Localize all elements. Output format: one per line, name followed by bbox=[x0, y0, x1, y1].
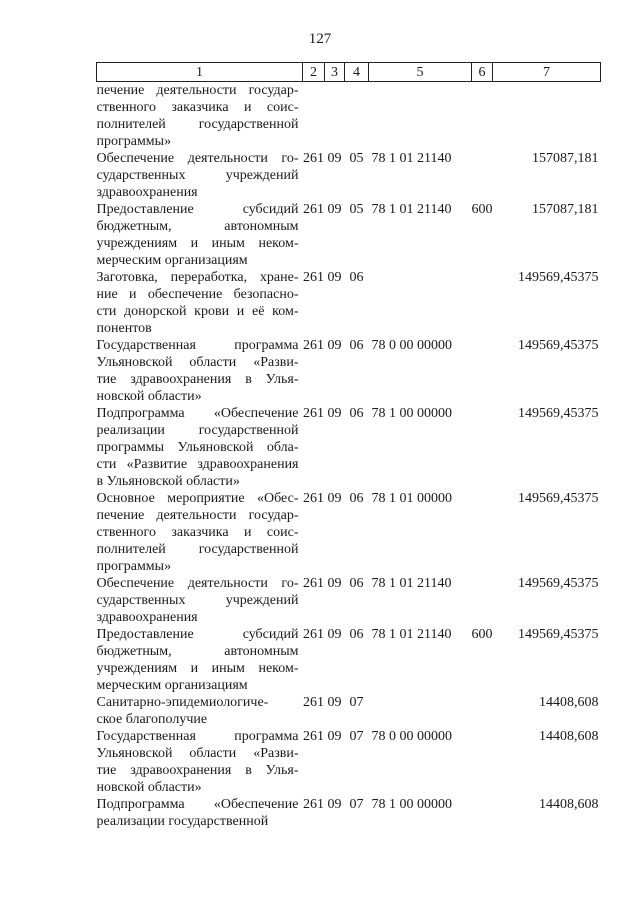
table-header bbox=[97, 63, 601, 82]
row-target-article bbox=[369, 694, 472, 728]
row-target-article: 78 1 01 21140 bbox=[371, 576, 452, 591]
column-header-name: 1 bbox=[97, 63, 303, 82]
row-name-line: понентов bbox=[96, 321, 152, 336]
row-section: 09 bbox=[327, 627, 342, 642]
table-row bbox=[97, 490, 601, 575]
row-subsection: 06 bbox=[349, 338, 364, 353]
row-subsection: 06 bbox=[349, 270, 364, 285]
row-section: 09 bbox=[327, 406, 342, 421]
row-name-line: Государственная программа bbox=[96, 729, 299, 744]
row-name-line: печение деятельности государ- bbox=[96, 508, 299, 523]
row-amount: 157087,181 bbox=[532, 202, 599, 217]
row-name-line: Предоставление субсидий bbox=[96, 627, 299, 642]
table-row bbox=[97, 337, 601, 405]
row-subsection: 06 bbox=[349, 627, 364, 642]
row-section: 09 bbox=[327, 797, 342, 812]
row-name bbox=[97, 728, 303, 796]
row-target-article: 78 1 01 00000 bbox=[371, 491, 452, 506]
row-name-line: ственного заказчика и соис- bbox=[96, 525, 299, 540]
row-name bbox=[97, 337, 303, 405]
header-row bbox=[97, 63, 601, 82]
row-name-line: здравоохранения bbox=[96, 610, 198, 625]
column-header-expense-type: 6 bbox=[472, 63, 493, 82]
row-name bbox=[97, 269, 303, 337]
row-subsection: 05 bbox=[349, 151, 364, 166]
row-subsection bbox=[345, 82, 369, 151]
column-header-section: 3 bbox=[325, 63, 345, 82]
row-name-line: Обеспечение деятельности го- bbox=[96, 576, 299, 591]
row-name-line: бюджетным, автономным bbox=[96, 219, 299, 234]
row-name-line: реализации государственной bbox=[96, 814, 269, 829]
row-target-article: 78 0 00 00000 bbox=[371, 338, 452, 353]
row-amount: 149569,45375 bbox=[518, 338, 599, 353]
row-name-line: в Ульяновской области» bbox=[96, 474, 240, 489]
row-section: 09 bbox=[327, 270, 342, 285]
row-admin-code: 261 bbox=[303, 338, 324, 353]
row-admin-code: 261 bbox=[303, 491, 324, 506]
table-row bbox=[97, 82, 601, 151]
row-section: 09 bbox=[327, 338, 342, 353]
row-name bbox=[97, 150, 303, 201]
table-row bbox=[97, 150, 601, 201]
row-section: 09 bbox=[327, 695, 342, 710]
row-name-line: учреждениям и иным неком- bbox=[96, 661, 299, 676]
row-amount: 149569,45375 bbox=[518, 576, 599, 591]
row-name-line: Ульяновской области «Разви- bbox=[96, 355, 299, 370]
column-header-admin: 2 bbox=[303, 63, 325, 82]
row-name-line: мерческим организациям bbox=[96, 678, 248, 693]
row-name bbox=[97, 490, 303, 575]
row-name-line: сти донорской крови и её ком- bbox=[96, 304, 299, 319]
row-expense-type: 600 bbox=[471, 627, 493, 642]
table-row bbox=[97, 575, 601, 626]
page-number: 127 bbox=[308, 31, 332, 47]
table-row bbox=[97, 405, 601, 490]
column-header-amount: 7 bbox=[493, 63, 601, 82]
row-name-line: Подпрограмма «Обеспечение bbox=[96, 406, 299, 421]
row-amount: 149569,45375 bbox=[518, 270, 599, 285]
row-admin-code: 261 bbox=[303, 576, 324, 591]
column-header-subsection: 4 bbox=[345, 63, 369, 82]
row-name bbox=[97, 796, 303, 830]
row-expense-type bbox=[472, 575, 493, 626]
row-expense-type bbox=[472, 728, 493, 796]
row-admin-code: 261 bbox=[303, 695, 324, 710]
row-expense-type bbox=[472, 694, 493, 728]
row-name-line: реализации государственной bbox=[96, 423, 299, 438]
row-expense-type bbox=[472, 269, 493, 337]
row-subsection: 06 bbox=[349, 406, 364, 421]
row-name-line: ственного заказчика и соис- bbox=[96, 100, 299, 115]
row-target-article: 78 0 00 00000 bbox=[371, 729, 452, 744]
budget-table bbox=[96, 62, 601, 830]
row-expense-type bbox=[472, 796, 493, 830]
row-amount bbox=[493, 82, 601, 151]
row-name bbox=[97, 405, 303, 490]
table-row bbox=[97, 728, 601, 796]
row-name-line: сударственных учреждений bbox=[96, 593, 299, 608]
row-name-line: Ульяновской области «Разви- bbox=[96, 746, 299, 761]
row-amount: 14408,608 bbox=[539, 797, 599, 812]
row-name bbox=[97, 201, 303, 269]
row-subsection: 06 bbox=[349, 576, 364, 591]
row-name-line: Санитарно-эпидемиологиче- bbox=[96, 695, 269, 710]
column-header-target: 5 bbox=[369, 63, 472, 82]
row-subsection: 07 bbox=[349, 797, 364, 812]
row-name-line: здравоохранения bbox=[96, 185, 198, 200]
row-admin-code: 261 bbox=[303, 729, 324, 744]
row-amount: 14408,608 bbox=[539, 695, 599, 710]
row-section: 09 bbox=[327, 151, 342, 166]
row-expense-type bbox=[472, 490, 493, 575]
row-admin-code: 261 bbox=[303, 797, 324, 812]
row-expense-type bbox=[472, 337, 493, 405]
row-name-line: Обеспечение деятельности го- bbox=[96, 151, 299, 166]
row-name-line: бюджетным, автономным bbox=[96, 644, 299, 659]
row-name-line: учреждениям и иным неком- bbox=[96, 236, 299, 251]
row-name-line: Заготовка, переработка, хране- bbox=[96, 270, 299, 285]
table-row bbox=[97, 694, 601, 728]
row-name-line: Предоставление субсидий bbox=[96, 202, 299, 217]
row-name-line: программы» bbox=[96, 559, 172, 574]
row-expense-type bbox=[472, 405, 493, 490]
row-amount: 14408,608 bbox=[539, 729, 599, 744]
row-admin-code bbox=[303, 82, 325, 151]
row-admin-code: 261 bbox=[303, 627, 324, 642]
row-subsection: 07 bbox=[349, 695, 364, 710]
row-name bbox=[97, 626, 303, 694]
table-row bbox=[97, 796, 601, 830]
row-target-article: 78 1 01 21140 bbox=[371, 151, 452, 166]
row-name-line: новской области» bbox=[96, 780, 202, 795]
row-section: 09 bbox=[327, 491, 342, 506]
row-name-line: тие здравоохранения в Улья- bbox=[96, 763, 299, 778]
row-name-line: печение деятельности государ- bbox=[96, 83, 299, 98]
row-target-article bbox=[369, 269, 472, 337]
row-expense-type bbox=[472, 150, 493, 201]
row-section: 09 bbox=[327, 729, 342, 744]
row-name-line: Государственная программа bbox=[96, 338, 299, 353]
row-name-line: сударственных учреждений bbox=[96, 168, 299, 183]
row-name-line: мерческим организациям bbox=[96, 253, 248, 268]
row-amount: 149569,45375 bbox=[518, 627, 599, 642]
row-name bbox=[97, 694, 303, 728]
table-row bbox=[97, 269, 601, 337]
row-target-article: 78 1 00 00000 bbox=[371, 797, 452, 812]
row-admin-code: 261 bbox=[303, 151, 324, 166]
row-subsection: 05 bbox=[349, 202, 364, 217]
row-amount: 149569,45375 bbox=[518, 491, 599, 506]
row-name-line: Подпрограмма «Обеспечение bbox=[96, 797, 299, 812]
row-expense-type bbox=[472, 82, 493, 151]
row-name-line: программы Ульяновской обла- bbox=[96, 440, 299, 455]
row-name bbox=[97, 575, 303, 626]
row-admin-code: 261 bbox=[303, 406, 324, 421]
row-target-article: 78 1 01 21140 bbox=[371, 627, 452, 642]
row-amount: 157087,181 bbox=[532, 151, 599, 166]
row-admin-code: 261 bbox=[303, 270, 324, 285]
row-name bbox=[97, 82, 303, 151]
row-section: 09 bbox=[327, 202, 342, 217]
row-name-line: программы» bbox=[96, 134, 172, 149]
row-subsection: 07 bbox=[349, 729, 364, 744]
row-name-line: полнителей государственной bbox=[96, 117, 299, 132]
table-row bbox=[97, 201, 601, 269]
row-target-article: 78 1 01 21140 bbox=[371, 202, 452, 217]
row-subsection: 06 bbox=[349, 491, 364, 506]
row-section: 09 bbox=[327, 576, 342, 591]
row-expense-type: 600 bbox=[471, 202, 493, 217]
row-amount: 149569,45375 bbox=[518, 406, 599, 421]
row-name-line: ние и обеспечение безопасно- bbox=[96, 287, 299, 302]
row-name-line: тие здравоохранения в Улья- bbox=[96, 372, 299, 387]
row-target-article: 78 1 00 00000 bbox=[371, 406, 452, 421]
table-body bbox=[97, 82, 601, 831]
row-name-line: полнителей государственной bbox=[96, 542, 299, 557]
row-target-article bbox=[369, 82, 472, 151]
row-name-line: сти «Развитие здравоохранения bbox=[96, 457, 299, 472]
row-section bbox=[325, 82, 345, 151]
row-name-line: Основное мероприятие «Обес- bbox=[96, 491, 299, 506]
row-name-line: новской области» bbox=[96, 389, 202, 404]
row-name-line: ское благополучие bbox=[96, 712, 208, 727]
row-admin-code: 261 bbox=[303, 202, 324, 217]
table-row bbox=[97, 626, 601, 694]
